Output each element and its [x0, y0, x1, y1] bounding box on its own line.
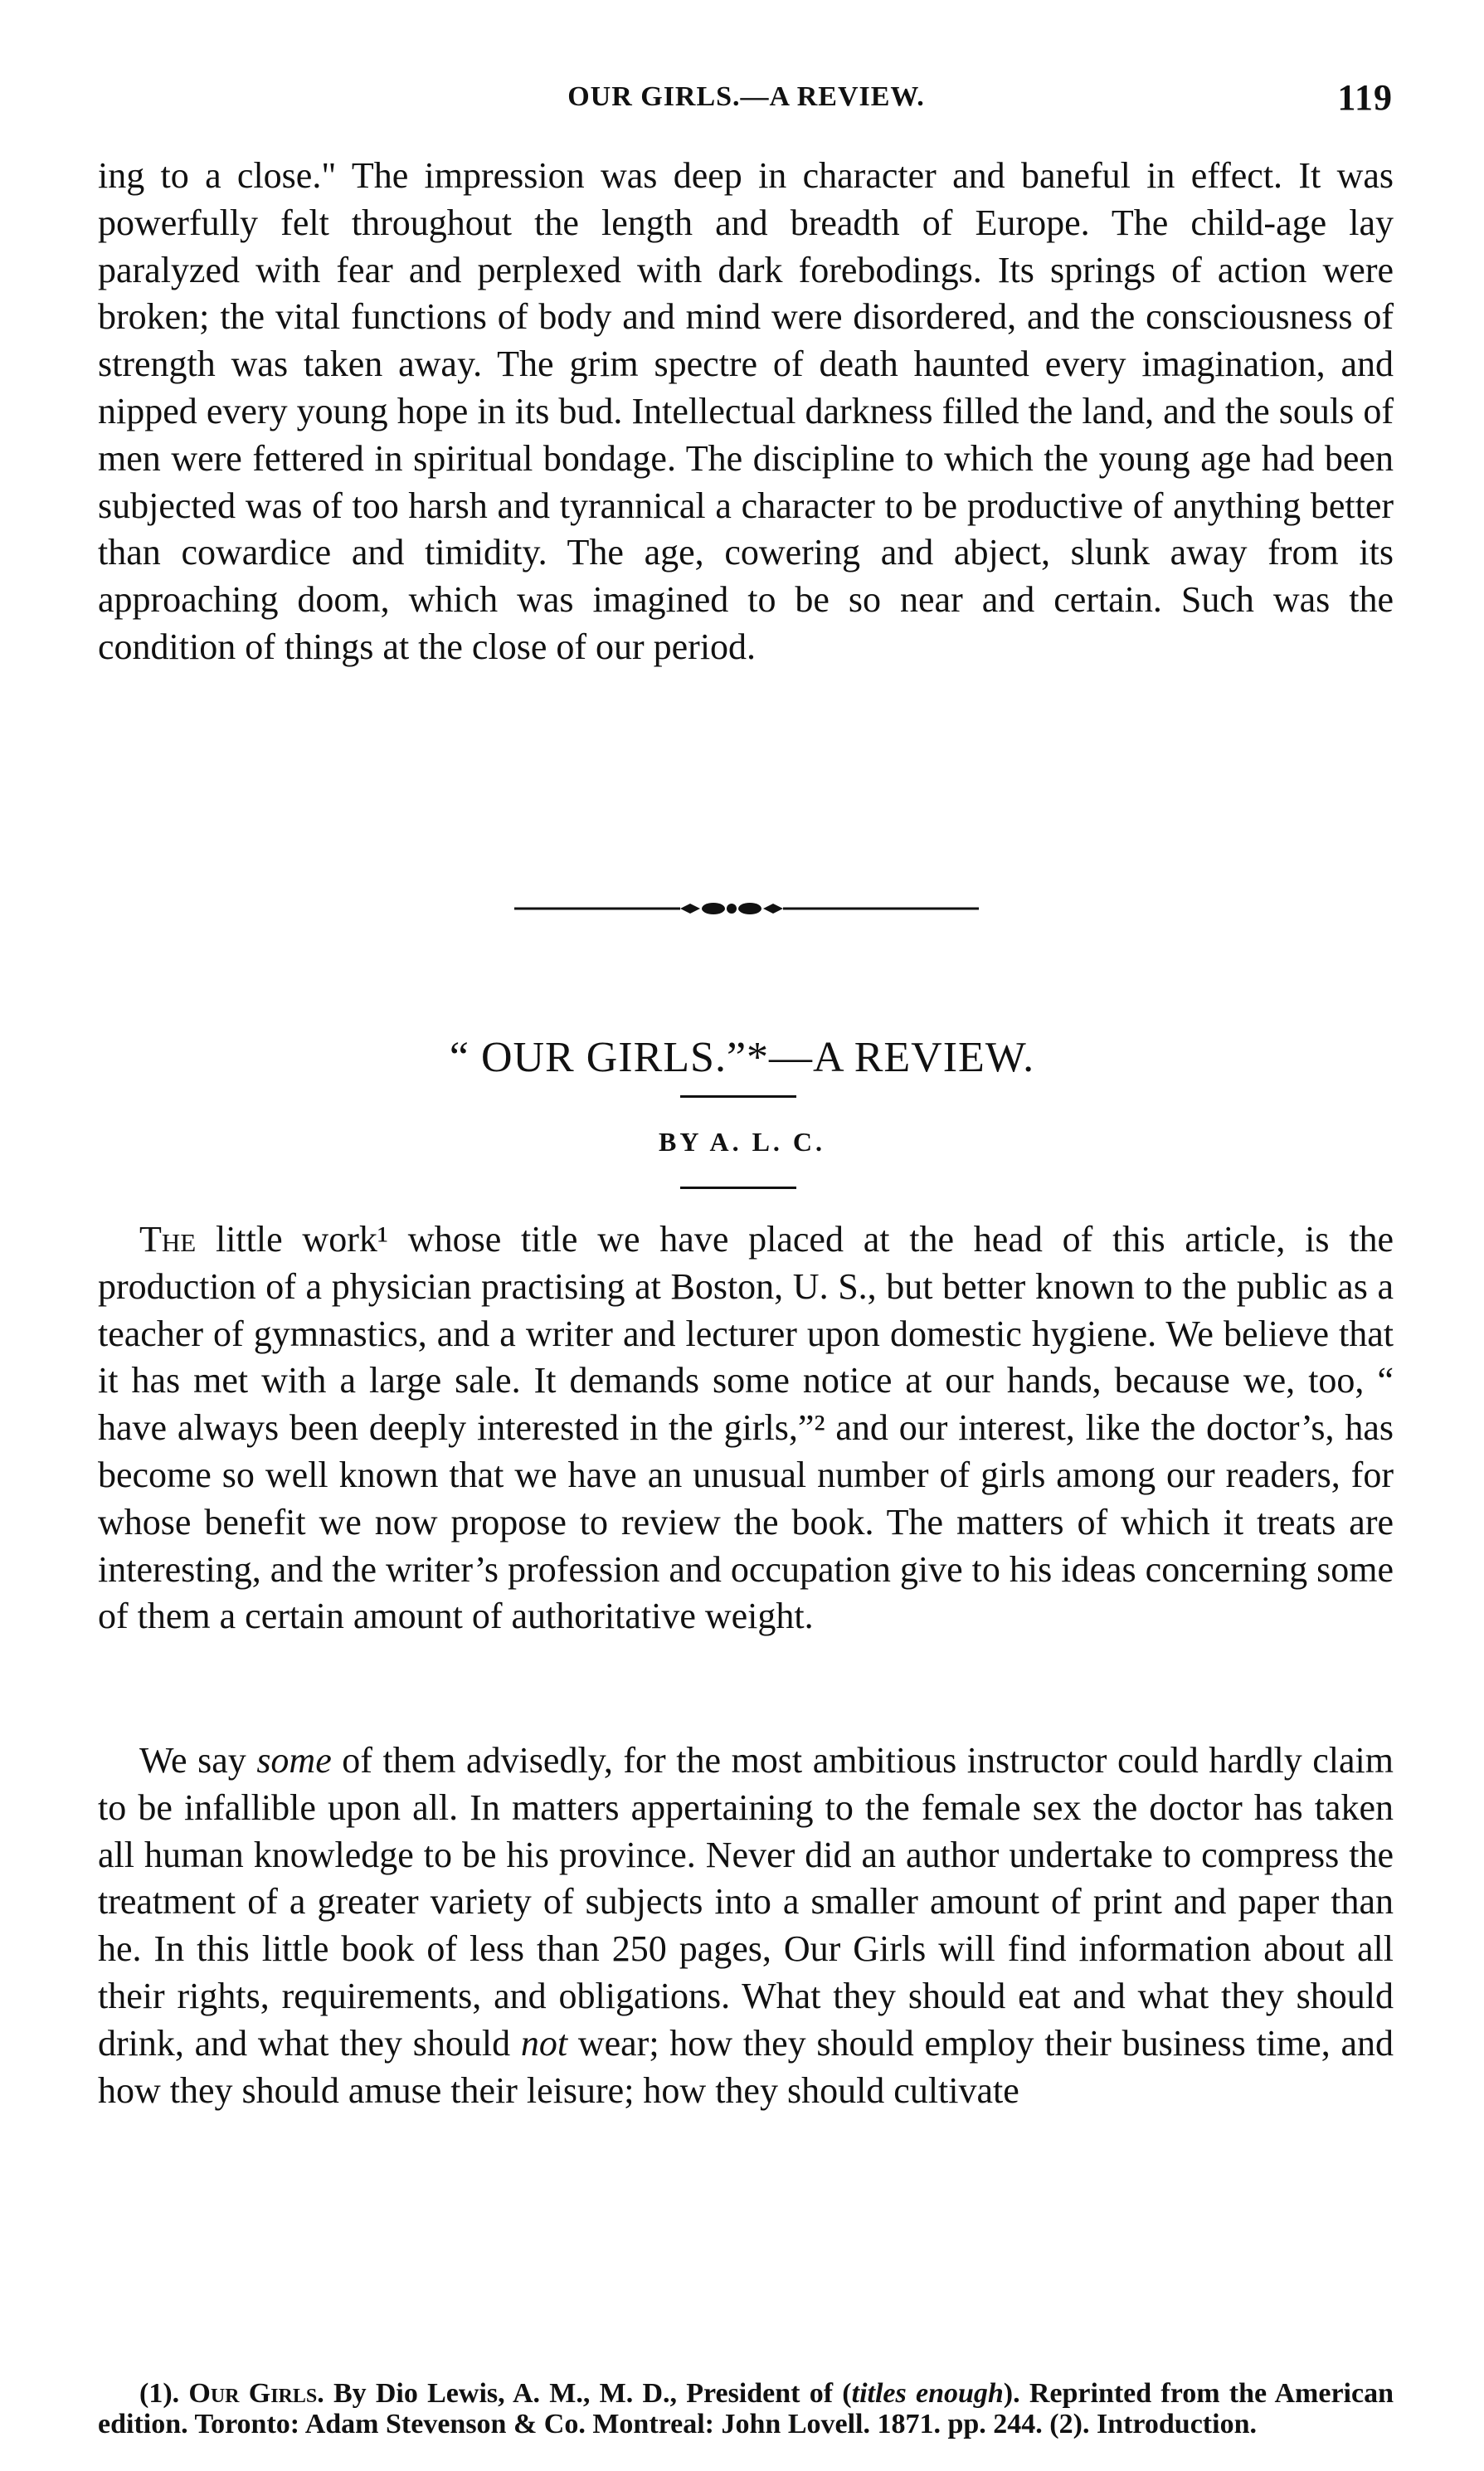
footnote-marker: (1). — [139, 2378, 189, 2409]
article-paragraph-1 — [98, 1216, 1394, 1640]
footnote-book-title: Our Girls. — [188, 2378, 324, 2409]
paragraph-2-text-c: wear; how they should employ their business time, and how they should amuse their leisure; how they should cultivate — [98, 2022, 1394, 2111]
footnote-text-a: By Dio Lewis, A. M., M. D., President of ( — [324, 2378, 852, 2409]
running-head — [100, 77, 1393, 123]
paragraph-lead: The — [139, 1219, 197, 1260]
continued-paragraph: ing to a close." The impression was deep in character and baneful in effect. It was powerfully felt throughout the length and breadth of Europe. The child-age lay paralyzed with fear and perplexed with dark forebodings. Its springs of action were broken; the vital functions of body and mind were disordered, and the consciousness of strength was taken away. The grim spectre of death haunted every imagination, and nipped every young hope in its bud. Intellectual darkness filled the land, and the souls of men were fettered in spiritual bondage. The discipline to which the young age had been subjected was of too harsh and tyrannical a character to be productive of anything better than cowardice and timidity. The age, cowering and abject, slunk away from its approaching doom, which was imagined to be so near and certain. Such was the condition of things at the close of our period. — [98, 155, 1394, 667]
footnote — [98, 2378, 1394, 2439]
paragraph-1-text: little work¹ whose title we have placed at the head of this article, is the production of a physician practising at Boston, U. S., but better known to the public as a teacher of gymnastics, and a writer and lecturer upon domestic hygiene. We believe that it has met with a large sale. It demands some notice at our hands, because we, too, “ have always been deeply interested in the girls,”² and our interest, like the doctor’s, has become so well known that we have an unusual number of girls among our readers, for whose benefit we now propose to review the book. The matters of which it treats are interesting, and the writer’s profession and occupation give to his ideas concerning some of them a certain amount of authoritative weight. — [98, 1219, 1394, 1637]
running-title: OUR GIRLS.—A REVIEW. — [567, 81, 925, 112]
article-paragraph-2 — [98, 1737, 1394, 2114]
page-number: 119 — [1337, 77, 1393, 118]
footnote-emphasis: titles enough — [851, 2378, 1004, 2409]
footnote-text-b: ). Reprinted from the American edition. Toronto: Adam Stevenson & Co. Montreal: John Lovell. 1871. pp. 244. (2). Introduction. — [98, 2378, 1394, 2439]
byline-rule — [680, 1187, 796, 1189]
byline: BY A. L. C. — [658, 1127, 826, 1157]
paragraph-2-text-a: We say — [139, 1740, 257, 1781]
section-divider-ornament — [514, 896, 979, 921]
title-rule — [680, 1095, 796, 1098]
paragraph-2-text-b: of them advisedly, for the most ambitious instructor could hardly claim to be infallible upon all. In matters appertaining to the female sex the doctor has taken all human knowledge to be his province. Never did an author undertake to compress the treatment of a greater variety of subjects into a smaller amount of print and paper than he. In this little book of less than 250 pages, Our Girls will find information about all their rights, requirements, and obligations. What they should eat and what they should drink, and what they should — [98, 1740, 1394, 2064]
article-title: “ OUR GIRLS.”*—A REVIEW. — [449, 1034, 1035, 1081]
paragraph-2-emphasis-some: some — [256, 1740, 332, 1781]
paragraph-2-emphasis-not: not — [520, 2022, 568, 2064]
